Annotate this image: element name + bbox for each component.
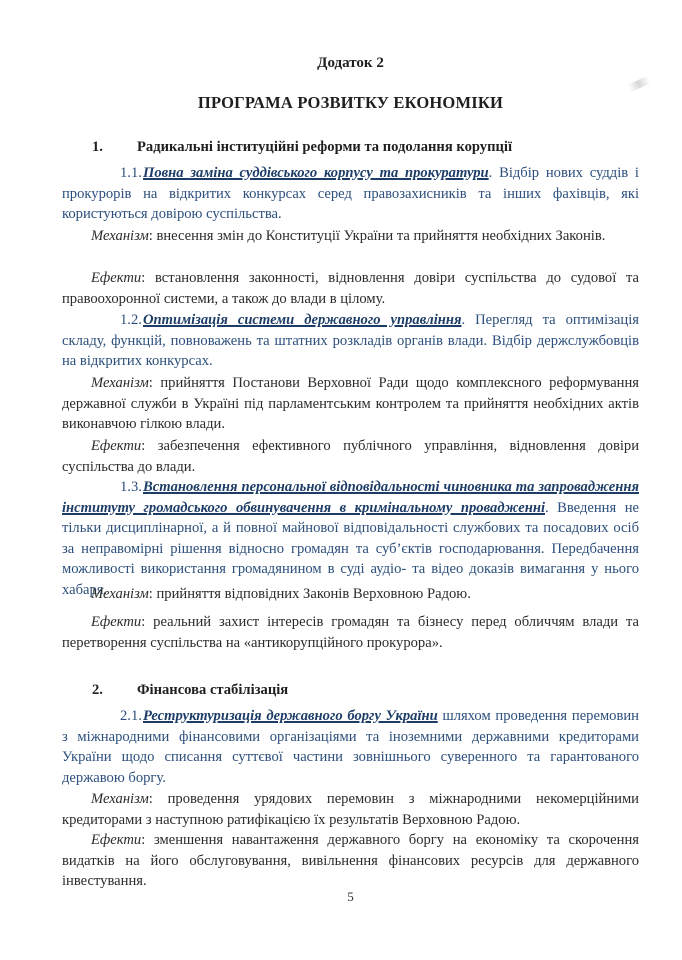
item-text: . Введення не тільки дисциплінарної, а й повної майнової відповідальності службових та посадових осіб за неправомірні рішення відносно громадян та суб’єктів господарювання. Передбачення можливості використання громадянином в суді аудіо- та відео доказів вимагання у нього хабаря. [62, 499, 639, 598]
mechanism-1-3: Механізм: прийняття відповідних Законів Верховною Радою. [91, 586, 471, 602]
appendix-label: Додаток 2 [317, 55, 384, 71]
item-2-1: 2.1.Реструктуризація державного боргу України шляхом проведення перемовин з міжнародними фінансовими організаціями та іноземними державними кредиторами України щодо списання суттєвої частини зовнішнього суверенного та гарантованого державою боргу. [62, 708, 639, 786]
section-heading-text: Радикальні інституційні реформи та подолання корупції [137, 139, 513, 155]
effects-1-1: Ефекти: встановлення законності, відновлення довіри суспільства до судової та правоохоронної системи, а також до влади в цілому. [62, 270, 639, 307]
page-number: 5 [347, 889, 354, 904]
mechanism-1-2: Механізм: прийняття Постанови Верховної Ради щодо комплексного реформування державної служби в Україні під парламентським контролем та прийняття необхідних актів виконавчою гілкою влади. [62, 375, 639, 433]
item-text: . Відбір нових суддів і прокурорів на відкритих конкурсах серед правозахисників та інших фахівців, які користуються довірою суспільства. [62, 165, 639, 223]
mechanism-2-1: Механізм: проведення урядових перемовин з міжнародними некомерційними кредиторами з наступною ратифікацією їх результатів Верховною Радою. [62, 791, 639, 828]
effects-1-2: Ефекти: забезпечення ефективного публічного управління, відновлення довіри суспільства до влади. [62, 438, 639, 475]
effects-1-3: Ефекти: реальний захист інтересів громадян та бізнесу перед обличчям влади та перетворення суспільства на «антикорупційного прокурора». [62, 614, 639, 651]
item-text: шляхом проведення перемовин з міжнародними фінансовими організаціями та іноземними державними кредиторами України щодо списання суттєвої частини зовнішнього суверенного та гарантованого державою боргу. [62, 708, 639, 786]
scan-mark [627, 76, 650, 93]
item-1-2: 1.2.Оптимізація системи державного управління. Перегляд та оптимізація складу, функцій, повноважень та штатних розкладів органів влади. Відбір держслужбовців на відкритих конкурсах. [62, 312, 639, 370]
item-title: Оптимізація системи державного управління [143, 312, 462, 328]
item-1-1: 1.1.Повна заміна суддівського корпусу та прокуратури. Відбір нових суддів і прокурорів на відкритих конкурсах серед правозахисників та інших фахівців, які користуються довірою суспільства. [62, 165, 639, 223]
item-title: Повна заміна суддівського корпусу та прокуратури [143, 165, 489, 181]
item-title: Реструктуризація державного боргу України [143, 708, 438, 724]
section-heading-2: 2. Фінансова стабілізація [92, 682, 289, 698]
item-title: Встановлення персональної відповідальності чиновника та запровадження інституту громадського обвинувачення в кримінальному провадженні [62, 479, 639, 516]
section-heading-text: Фінансова стабілізація [137, 682, 289, 698]
effects-2-1: Ефекти: зменшення навантаження державного боргу на економіку та скорочення видатків на його обслуговування, вивільнення фінансових ресурсів для державного інвестування. [62, 832, 639, 890]
section-heading-1: 1. Радикальні інституційні реформи та подолання корупції [92, 139, 513, 155]
page-title: ПРОГРАМА РОЗВИТКУ ЕКОНОМІКИ [197, 93, 504, 112]
mechanism-1-1: Механізм: внесення змін до Конституції України та прийняття необхідних Законів. [91, 228, 606, 244]
item-1-3: 1.3.Встановлення персональної відповідальності чиновника та запровадження інституту громадського обвинувачення в кримінальному провадженні. Введення не тільки дисциплінарної, а й повної майнової відповідальності службових та посадових осіб за неправомірні рішення відносно громадян та суб’єктів господарювання. Передбачення можливості використання громадянином в суді аудіо- та відео доказів вимагання у нього хабаря. [62, 479, 639, 598]
item-text: . Перегляд та оптимізація складу, функцій, повноважень та штатних розкладів органів влади. Відбір держслужбовців на відкритих конкурсах. [62, 312, 639, 370]
